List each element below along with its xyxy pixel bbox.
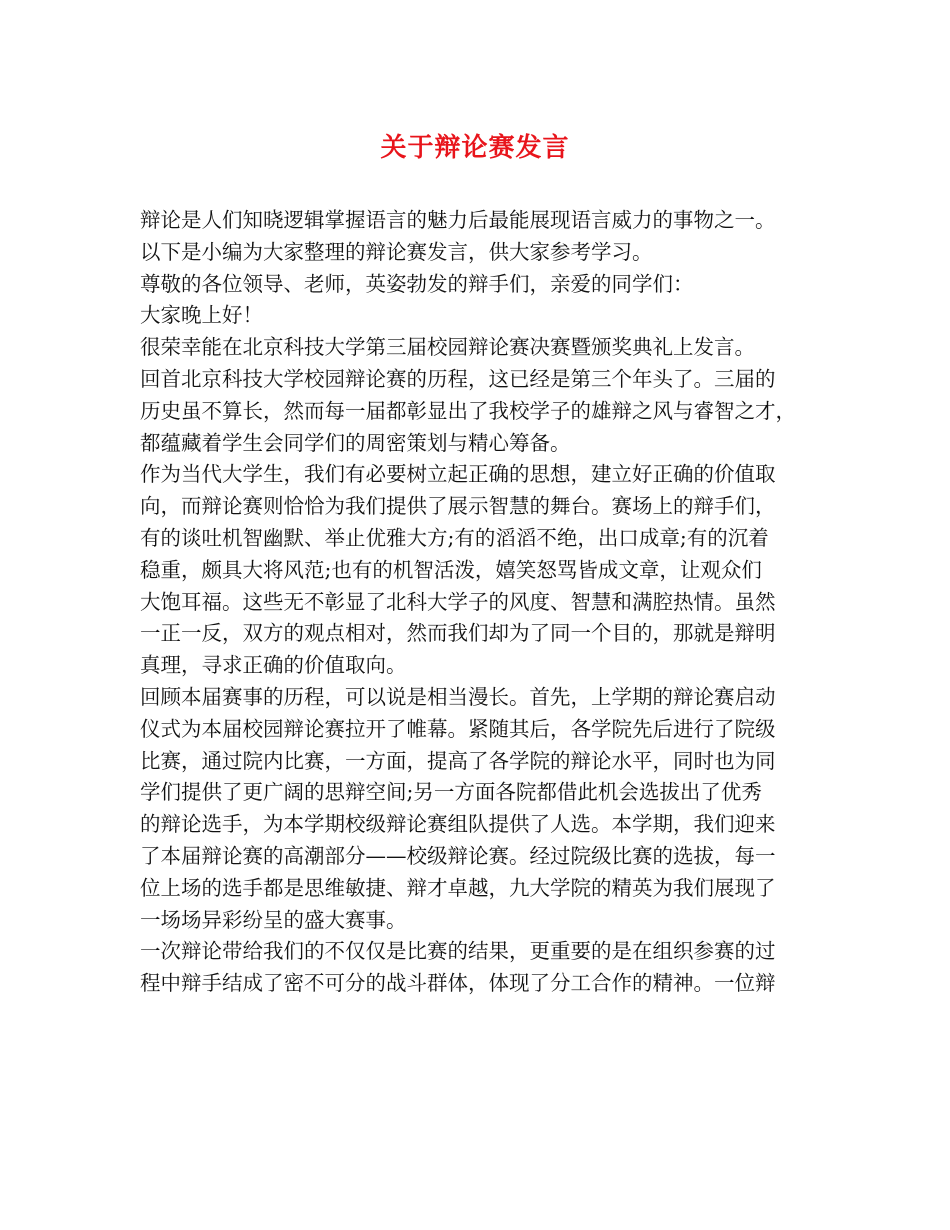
document-title: 关于辩论赛发言 [380, 133, 570, 163]
paragraph-lead: 以下是小编为大家整理的辩论赛发言，供大家参考学习。 [140, 239, 653, 264]
paragraph-teamwork: 一次辩论带给我们的不仅仅是比赛的结果，更重要的是在组织参赛的过 程中辩手结成了密不可分的战斗群体，体现了分工合作的精神。一位辩 [140, 939, 776, 996]
paragraph-intro: 辩论是人们知晓逻辑掌握语言的魅力后最能展现语言威力的事物之一。 [140, 208, 776, 232]
paragraph-review: 回顾本届赛事的历程，可以说是相当漫长。首先，上学期的辩论赛启动 仪式为本届校园辩论赛拉开了帷幕。紧随其后，各学院先后进行了院级 比赛，通过院内比赛，一方面，提高了各学院的辩论水平，同时也为同 学们提供了更广阔的思辩空间;另一方面各院都借此机会选拔出了优秀 的辩论选手，为本学期校级辩论赛组队提供了人选。本学期，我们迎来 了本届辩论赛的高潮部分——校级辩论赛。经过院级比赛的选拔，每一 位上场的选手都是思维敏捷、辩才卓越，九大学院的精英为我们展现了 一场场异彩纷呈的盛大赛事。 [140, 684, 776, 932]
paragraph-students: 作为当代大学生，我们有必要树立起正确的思想，建立好正确的价值取 向，而辩论赛则恰恰为我们提供了展示智慧的舞台。赛场上的辩手们， 有的谈吐机智幽默、举止优雅大方;有的滔滔不绝，出口成章;有的沉着 稳重，颇具大将风范;也有的机智活泼，嬉笑怒骂皆成文章，让观众们 大饱耳福。这些无不彰显了北科大学子的风度、智慧和满腔热情。虽然 一正一反，双方的观点相对，然而我们却为了同一个目的，那就是辩明 真理，寻求正确的价值取向。 [140, 462, 776, 678]
paragraph-honor: 很荣幸能在北京科技大学第三届校园辩论赛决赛暨颁奖典礼上发言。 [140, 335, 755, 360]
document-body [140, 205, 820, 1000]
paragraph-greeting: 大家晚上好！ [140, 303, 263, 328]
paragraph-history: 回首北京科技大学校园辩论赛的历程，这已经是第三个年头了。三届的 历史虽不算长，然而每一届都彰显出了我校学子的雄辩之风与睿智之才， 都蕴藏着学生会同学们的周密策划与精心筹备。 [140, 366, 796, 455]
paragraph-salutation: 尊敬的各位领导、老师，英姿勃发的辩手们，亲爱的同学们： [140, 271, 694, 296]
